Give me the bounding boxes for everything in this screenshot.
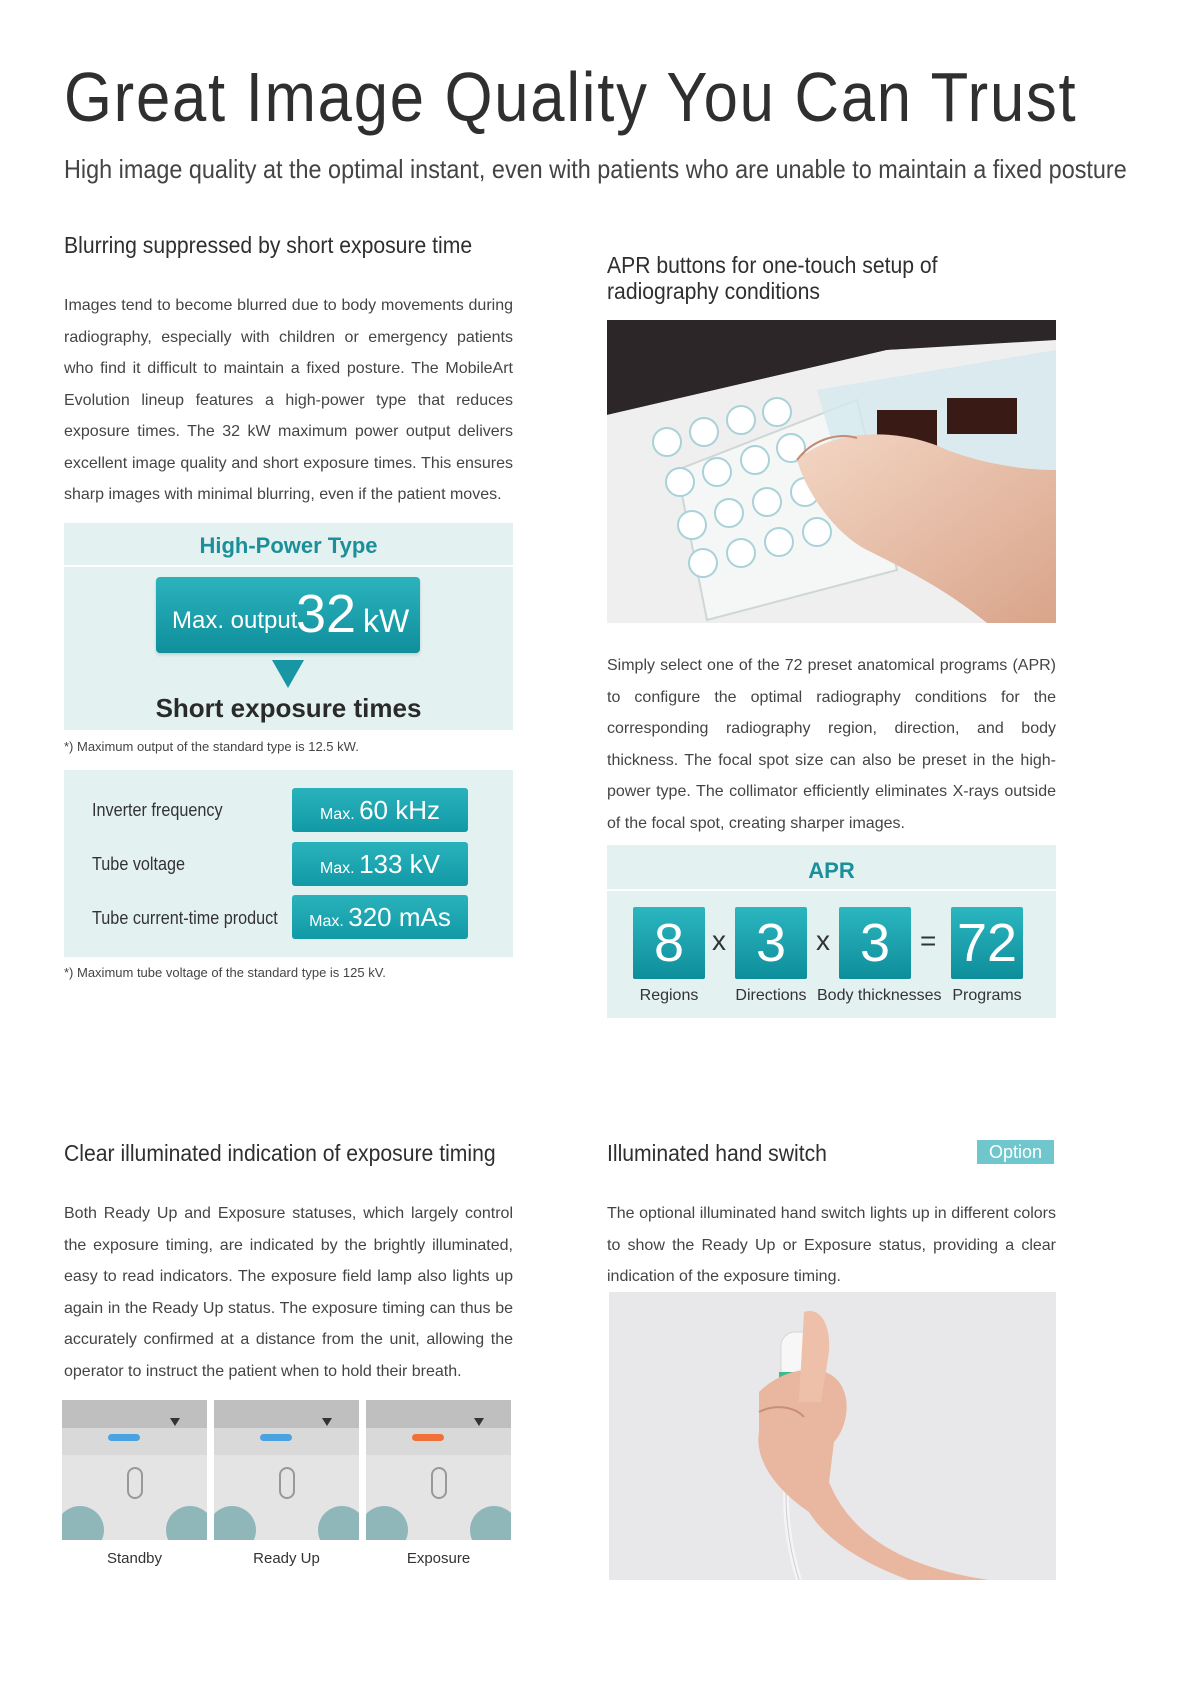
spec-prefix: Max. (319, 860, 355, 877)
lamp-caption-standby: Standby (106, 1550, 163, 1567)
spec-label-inverter: Inverter frequency (92, 800, 223, 820)
apr-heading-line2: radiography conditions (607, 278, 820, 304)
blur-body: Images tend to become blurred due to body movements during radiography, especially with children or emergency patients who find it difficult to maintain a fixed posture. The MobileArt Evolution lineup features a high-power type that reduces exposure times. The 32 kW maximum power output delivers excellent image quality and short exposure times. This ensures sharp images with minimal blurring, even if the patient moves. (64, 297, 513, 503)
apr-caption-thickness: Body thicknesses (817, 987, 942, 1004)
equals-symbol: = (920, 925, 937, 956)
apr-tile-thickness: 3 (839, 907, 911, 979)
spec-value-inverter (292, 788, 468, 832)
lamp-photo-standby (62, 1400, 207, 1540)
lamp-caption-ready: Ready Up (253, 1550, 320, 1567)
max-output-badge (156, 577, 420, 653)
voltage-note: *) Maximum tube voltage of the standard type is 125 kV. (64, 965, 386, 980)
apr-keypad-photo (607, 320, 1056, 623)
spec-label-mas: Tube current-time product (92, 908, 278, 928)
multiply-symbol: x (712, 925, 726, 956)
high-power-box (64, 523, 513, 730)
apr-tile-directions: 3 (735, 907, 807, 979)
timing-heading: Clear illuminated indication of exposure timing (64, 1140, 496, 1166)
output-unit: kW (363, 603, 410, 639)
option-badge: Option (977, 1140, 1054, 1164)
spec-prefix: Max. (319, 806, 355, 823)
output-value: 32 (296, 584, 357, 644)
hand-switch-photo (609, 1292, 1056, 1580)
arrow-down-icon (272, 660, 304, 688)
specs-box (64, 770, 513, 957)
multiply-symbol: x (816, 925, 830, 956)
lamp-photo-exposure (366, 1400, 511, 1540)
apr-heading (607, 252, 938, 304)
short-exposure-label: Short exposure times (155, 693, 422, 723)
page-subtitle: High image quality at the optimal instant, even with patients who are unable to maintain a fixed posture (64, 154, 1127, 184)
apr-caption-directions: Directions (735, 987, 807, 1004)
timing-body: Both Ready Up and Exposure statuses, which largely control the exposure timing, are indicated by the brightly illuminated, easy to read indicators. The exposure field lamp also lights up again in the Ready Up status. The exposure timing can thus be accurately confirmed at a distance from the unit, allowing the operator to instruct the patient when to hold their breath. (64, 1205, 513, 1380)
output-prefix: Max. output (172, 607, 298, 634)
apr-caption-programs: Programs (952, 987, 1022, 1004)
spec-label-voltage: Tube voltage (92, 854, 186, 874)
output-note: *) Maximum output of the standard type is 12.5 kW. (64, 739, 359, 754)
spec-value: 320 mAs (348, 902, 451, 932)
spec-value-mas (292, 895, 468, 939)
lamp-photo-ready (214, 1400, 359, 1540)
spec-value: 133 kV (359, 849, 441, 879)
box-divider (64, 565, 513, 567)
spec-value: 60 kHz (359, 795, 441, 825)
apr-box-title: APR (808, 858, 855, 883)
spec-prefix: Max. (309, 913, 344, 930)
spec-value-voltage (292, 842, 468, 886)
hand-switch-body: The optional illuminated hand switch lights up in different colors to show the Ready Up or Exposure status, providing a clear indication of the exposure timing. (607, 1205, 1056, 1285)
page-title: Great Image Quality You Can Trust (64, 58, 1078, 136)
apr-body: Simply select one of the 72 preset anatomical programs (APR) to configure the optimal radiography conditions for the corresponding radiography region, direction, and body thickness. The focal spot size can also be preset in the high-power type. The collimator efficiently eliminates X-rays outside of the focal spot, creating sharper images. (607, 657, 1056, 832)
apr-tile-programs: 72 (951, 907, 1023, 979)
apr-box (607, 845, 1056, 1018)
apr-heading-line1: APR buttons for one-touch setup of (607, 252, 938, 278)
high-power-title: High-Power Type (199, 533, 378, 558)
apr-caption-regions: Regions (639, 987, 699, 1004)
hand-switch-heading: Illuminated hand switch (607, 1140, 827, 1166)
lamp-caption-exposure: Exposure (406, 1550, 471, 1567)
blur-heading: Blurring suppressed by short exposure time (64, 232, 473, 258)
lamp-photos (62, 1400, 512, 1545)
box-divider (607, 889, 1056, 891)
apr-tile-regions: 8 (633, 907, 705, 979)
